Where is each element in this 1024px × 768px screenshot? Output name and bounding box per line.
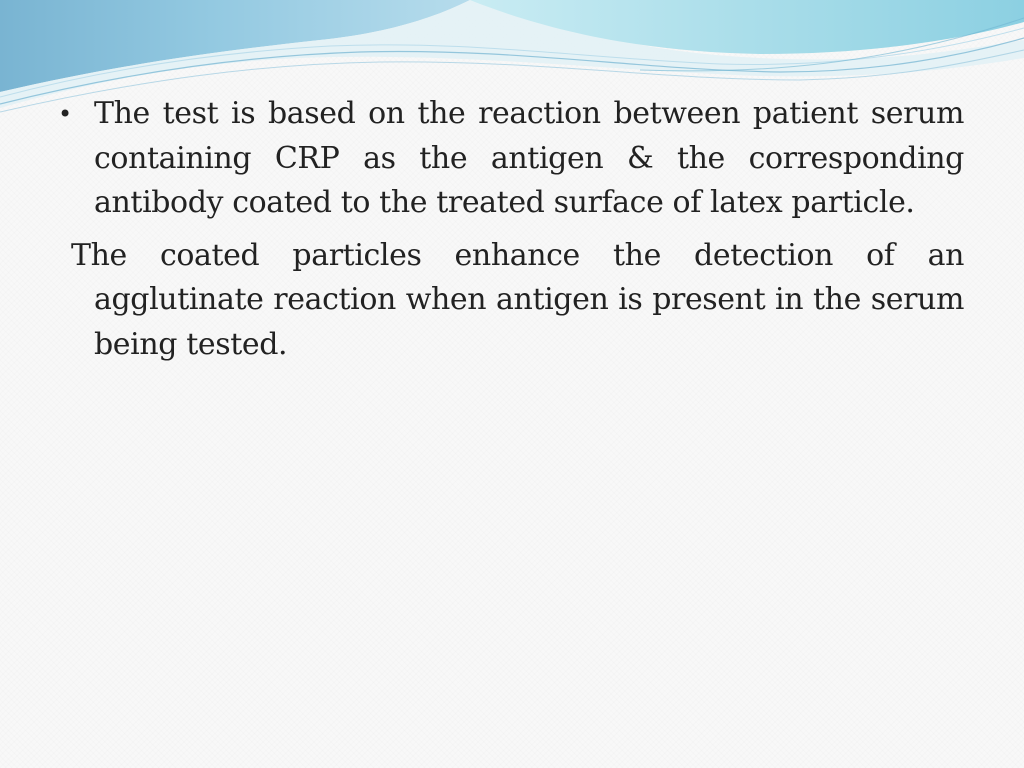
- continuation-paragraph-text: The coated particles enhance the detection of an agglutinate reaction when antigen is present in the serum being tested.: [71, 237, 964, 362]
- bullet-paragraph: [56, 92, 964, 226]
- slide-body: [56, 92, 964, 367]
- bullet-paragraph-text: The test is based on the reaction between patient serum containing CRP as the antigen & the corresponding antibody coated to the treated surface of latex particle.: [94, 96, 964, 220]
- continuation-paragraph: [71, 234, 964, 368]
- bullet-marker: •: [58, 100, 72, 128]
